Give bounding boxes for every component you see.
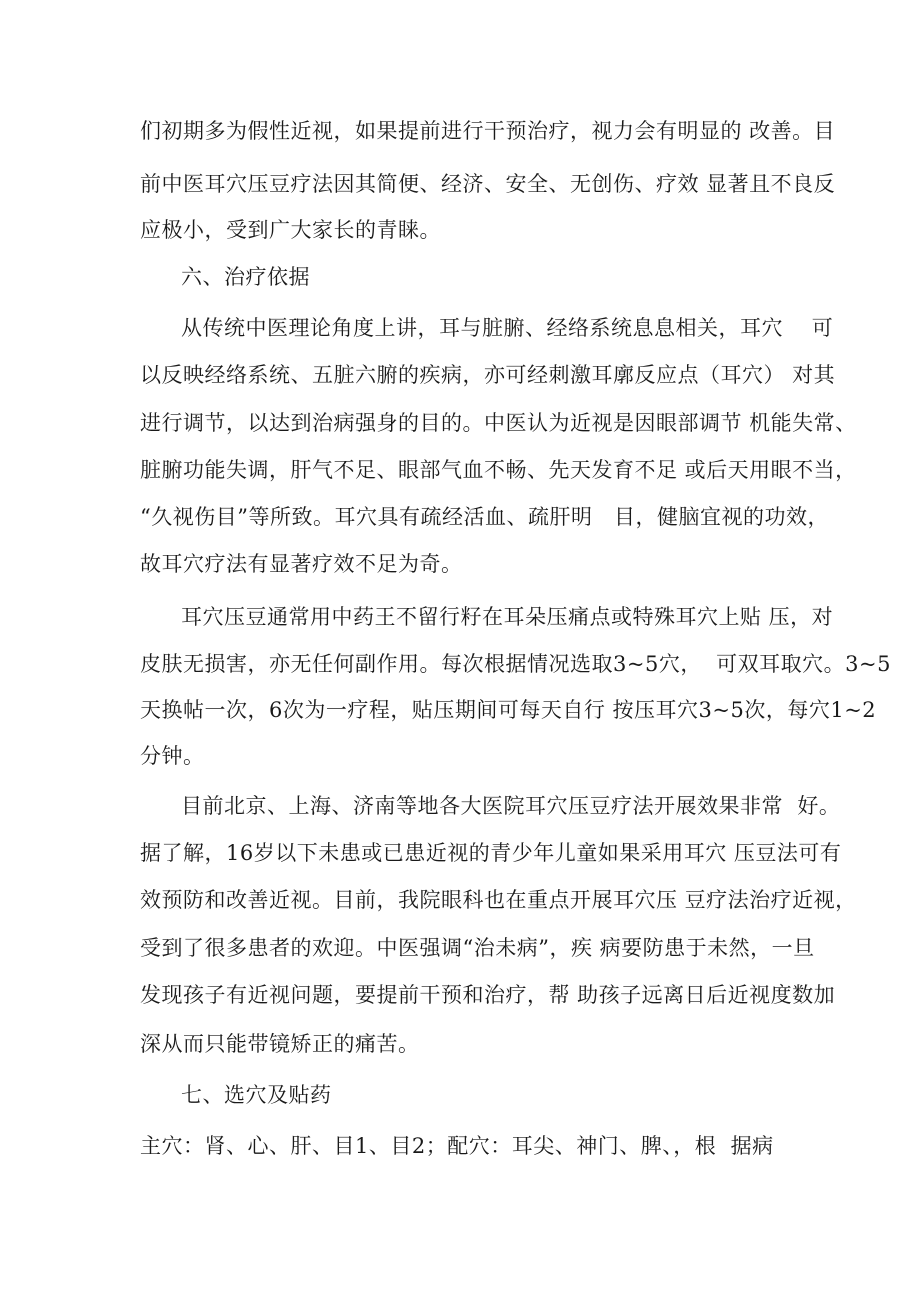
paragraph-line: 深从而只能带镜矫正的痛苦。 [140, 1032, 420, 1056]
paragraph-line: 故耳穴疗法有显著疗效不足为奇。 [140, 552, 463, 576]
paragraph-line: 脏腑功能失调，肝气不足、眼部气血不畅、先天发育不足 或后天用眼不当， [140, 458, 857, 482]
paragraph-line: 以反映经络系统、五脏六腑的疾病，亦可经刺激耳廓反应点（耳穴） 对其 [140, 363, 836, 387]
paragraph-line: 从传统中医理论角度上讲，耳与脏腑、经络系统息息相关，耳穴 可 [181, 316, 834, 340]
paragraph-line: “久视伤目”等所致。耳穴具有疏经活血、疏肝明 目，健脑宜视的功效， [140, 505, 829, 529]
paragraph-line: 天换帖一次，6次为一疗程，贴压期间可每天自行 按压耳穴3~5次，每穴1~2 [140, 698, 877, 722]
paragraph-line: 前中医耳穴压豆疗法因其简便、经济、安全、无创伤、疗效 显著且不良反 [140, 172, 836, 196]
paragraph-line: 目前北京、上海、济南等地各大医院耳穴压豆疗法开展效果非常 好。 [181, 794, 841, 818]
paragraph-line: 应极小，受到广大家长的青睐。 [140, 218, 441, 242]
paragraph-line: 效预防和改善近视。目前，我院眼科也在重点开展耳穴压 豆疗法治疗近视， [140, 888, 857, 912]
paragraph-line: 据了解，16岁以下未患或已患近视的青少年儿童如果采用耳穴 压豆法可有 [140, 841, 842, 865]
section-heading-7: 七、选穴及贴药 [181, 1083, 332, 1107]
paragraph-line: 受到了很多患者的欢迎。中医强调“治未病”，疾 病要防患于未然，一旦 [140, 936, 815, 960]
paragraph-line: 耳穴压豆通常用中药王不留行籽在耳朵压痛点或特殊耳穴上贴 压，对 [181, 605, 834, 629]
paragraph-line: 进行调节，以达到治病强身的目的。中医认为近视是因眼部调节 机能失常、 [140, 411, 857, 435]
paragraph-line: 皮肤无损害，亦无任何副作用。每次根据情况选取3~5穴， 可双耳取穴。3~5 [140, 652, 891, 676]
section-heading-6: 六、治疗依据 [181, 265, 310, 289]
paragraph-line: 分钟。 [140, 744, 205, 768]
paragraph-line: 们初期多为假性近视，如果提前进行干预治疗，视力会有明显的 改善。目 [140, 119, 836, 143]
paragraph-line: 主穴：肾、心、肝、目1、目2；配穴：耳尖、神门、脾、，根 据病 [140, 1134, 774, 1158]
paragraph-line: 发现孩子有近视问题，要提前干预和治疗，帮 助孩子远离日后近视度数加 [140, 983, 836, 1007]
